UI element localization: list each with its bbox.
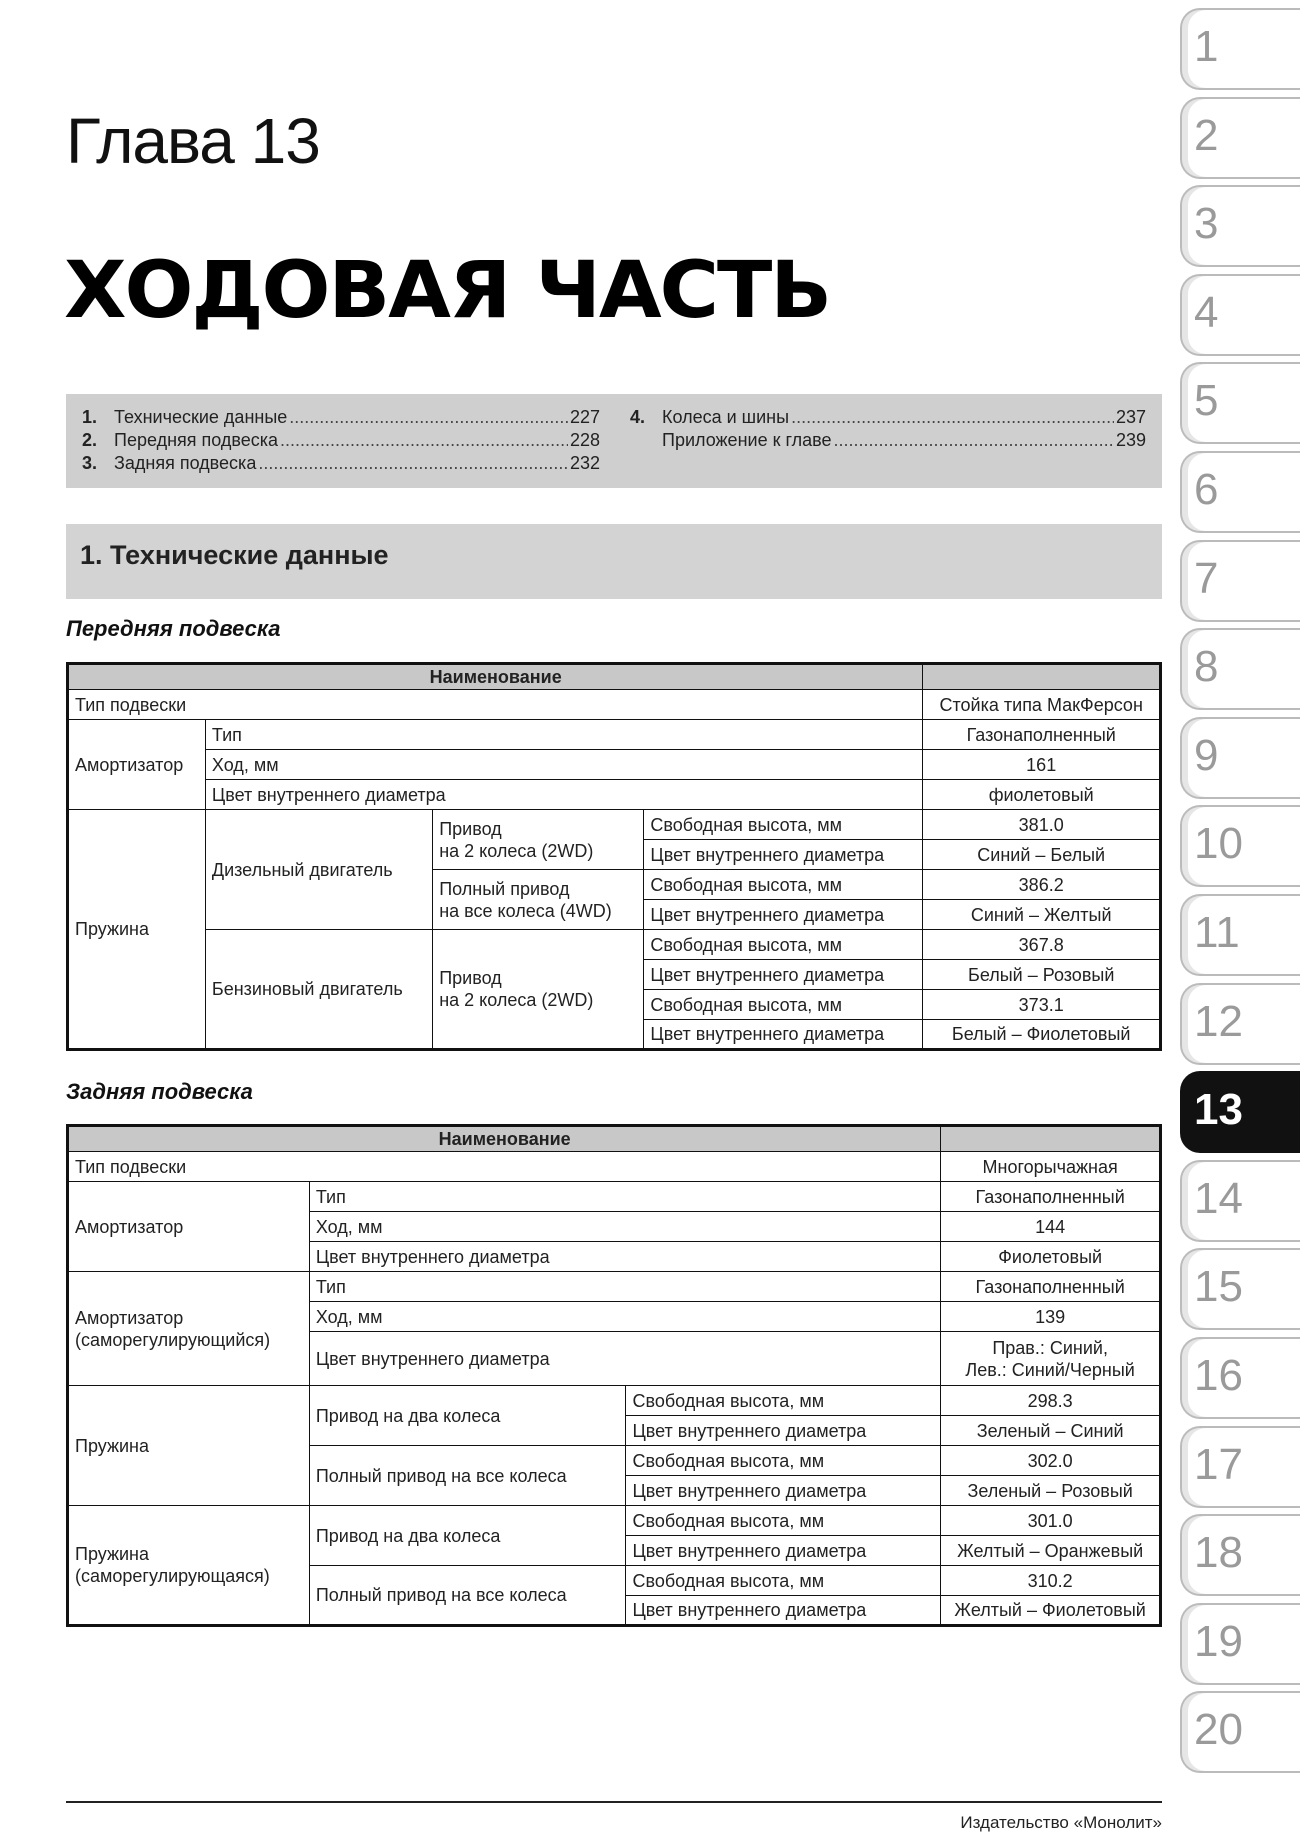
row-label: Цвет внутреннего диаметра (205, 780, 923, 810)
table-row (68, 1182, 1161, 1212)
chapter-tab-7[interactable] (1180, 540, 1300, 622)
toc-item-title: Технические данные (114, 407, 288, 427)
drive-label: Привод на два колеса (309, 1506, 626, 1566)
rear-suspension-heading: Задняя подвеска (66, 1079, 253, 1104)
chapter-tab-5[interactable] (1180, 362, 1300, 444)
row-value: Газонаполненный (923, 720, 1161, 750)
table-header-row (68, 1126, 1161, 1152)
chapter-tab-label: 1 (1194, 22, 1219, 71)
table-row (68, 750, 1161, 780)
chapter-tab-18[interactable] (1180, 1514, 1300, 1596)
chapter-tab-label: 13 (1194, 1085, 1243, 1135)
column-header-value (941, 1126, 1161, 1152)
chapter-tab-label: 3 (1194, 199, 1219, 249)
toc-column-left (82, 406, 600, 475)
chapter-tab-label: 18 (1194, 1528, 1243, 1578)
row-label: Цвет внутреннего диаметра (626, 1536, 941, 1566)
section-title: 1. Технические данные (80, 540, 389, 570)
row-value: Зеленый – Розовый (941, 1476, 1161, 1506)
drive-label: Полный привод на все колеса (309, 1446, 626, 1506)
toc-item-number: 2. (82, 430, 98, 450)
chapter-tab-label: 9 (1194, 730, 1219, 780)
row-value: Желтый – Оранжевый (941, 1536, 1161, 1566)
chapter-tab-label: 7 (1194, 553, 1219, 603)
chapter-tab-4[interactable] (1180, 274, 1300, 356)
chapter-tab-label: 6 (1194, 465, 1219, 514)
row-value: 367.8 (923, 930, 1161, 960)
toc-item-number: 4. (630, 407, 646, 427)
engine-label: Бензиновый двигатель (205, 930, 432, 1050)
chapter-tab-label: 2 (1194, 110, 1219, 160)
chapter-tab-8[interactable] (1180, 628, 1300, 710)
table-row (68, 1506, 1161, 1536)
footer-divider (66, 1801, 1162, 1803)
toc-item-page: 239 (1115, 430, 1146, 450)
chapter-tab-label: 17 (1194, 1439, 1243, 1489)
chapter-tab-1[interactable] (1180, 8, 1300, 90)
toc-item-page: 237 (1115, 407, 1146, 427)
group-label: Амортизатор (68, 1182, 310, 1272)
chapter-tab-12[interactable] (1180, 983, 1300, 1065)
row-label: Ход, мм (205, 750, 923, 780)
row-value: Многорычажная (941, 1152, 1161, 1182)
toc-item[interactable] (630, 429, 1146, 452)
toc-item-page: 228 (569, 430, 600, 450)
row-label: Цвет внутреннего диаметра (626, 1416, 941, 1446)
row-value: Синий – Белый (923, 840, 1161, 870)
chapter-tab-label: 8 (1194, 642, 1219, 692)
row-value: 386.2 (923, 870, 1161, 900)
drive-label: Привод на два колеса (309, 1386, 626, 1446)
group-label: Пружина (саморегулирующаяся) (68, 1506, 310, 1626)
chapter-tab-label: 14 (1194, 1173, 1243, 1223)
row-value: фиолетовый (923, 780, 1161, 810)
row-label: Цвет внутреннего диаметра (644, 960, 923, 990)
row-label: Цвет внутреннего диаметра (309, 1332, 941, 1386)
row-value: Фиолетовый (941, 1242, 1161, 1272)
column-header-name: Наименование (68, 664, 923, 690)
row-value: 310.2 (941, 1566, 1161, 1596)
chapter-tab-14[interactable] (1180, 1160, 1300, 1242)
row-value: Прав.: Синий, Лев.: Синий/Черный (941, 1332, 1161, 1386)
table-row (68, 810, 1161, 840)
row-value: Белый – Фиолетовый (923, 1020, 1161, 1050)
row-label: Тип (309, 1272, 941, 1302)
front-suspension-heading: Передняя подвеска (66, 616, 281, 641)
table-of-contents (66, 394, 1162, 488)
row-label: Свободная высота, мм (626, 1566, 941, 1596)
toc-item-number: 3. (82, 453, 98, 473)
row-label: Цвет внутреннего диаметра (626, 1476, 941, 1506)
row-label: Свободная высота, мм (644, 930, 923, 960)
toc-leader (791, 406, 1114, 429)
row-value: Газонаполненный (941, 1272, 1161, 1302)
table-row (68, 780, 1161, 810)
table-row (68, 1152, 1161, 1182)
row-value: 301.0 (941, 1506, 1161, 1536)
row-value: Стойка типа МакФерсон (923, 690, 1161, 720)
front-suspension-table (66, 662, 1162, 1051)
chapter-label: Глава 13 (66, 105, 320, 177)
row-label: Тип (309, 1182, 941, 1212)
column-header-value (923, 664, 1161, 690)
table-row (68, 720, 1161, 750)
row-label: Свободная высота, мм (626, 1386, 941, 1416)
row-label: Свободная высота, мм (644, 990, 923, 1020)
toc-item[interactable] (82, 452, 600, 475)
chapter-tab-20[interactable] (1180, 1691, 1300, 1773)
toc-item[interactable] (82, 406, 600, 429)
table-row (68, 930, 1161, 960)
chapter-tab-9[interactable] (1180, 717, 1300, 799)
chapter-tab-10[interactable] (1180, 805, 1300, 887)
row-value: Желтый – Фиолетовый (941, 1596, 1161, 1626)
chapter-tab-3[interactable] (1180, 185, 1300, 267)
drive-label: Полный привод на все колеса (4WD) (433, 870, 644, 930)
row-label: Цвет внутреннего диаметра (644, 1020, 923, 1050)
drive-label: Привод на 2 колеса (2WD) (433, 930, 644, 1050)
group-label: Амортизатор (саморегулирующийся) (68, 1272, 310, 1386)
row-label: Цвет внутреннего диаметра (309, 1242, 941, 1272)
chapter-tab-label: 15 (1194, 1262, 1243, 1312)
row-value: 298.3 (941, 1386, 1161, 1416)
row-value: 381.0 (923, 810, 1161, 840)
toc-item-page: 232 (569, 453, 600, 473)
row-label: Свободная высота, мм (626, 1446, 941, 1476)
toc-leader (834, 429, 1114, 452)
toc-item-title: Приложение к главе (662, 430, 832, 450)
row-label: Цвет внутреннего диаметра (626, 1596, 941, 1626)
drive-label: Полный привод на все колеса (309, 1566, 626, 1626)
toc-leader (289, 406, 568, 429)
group-label: Амортизатор (68, 720, 206, 810)
chapter-tab-6[interactable] (1180, 451, 1300, 533)
row-value: 139 (941, 1302, 1161, 1332)
chapter-tab-label: 19 (1194, 1616, 1243, 1666)
chapter-tab-label: 4 (1194, 287, 1219, 337)
row-label: Цвет внутреннего диаметра (644, 840, 923, 870)
chapter-title: ХОДОВАЯ ЧАСТЬ (64, 246, 831, 336)
row-label: Свободная высота, мм (626, 1506, 941, 1536)
chapter-tab-label: 16 (1194, 1351, 1243, 1400)
table-row (68, 1272, 1161, 1302)
publisher-footer: Издательство «Монолит» (960, 1813, 1162, 1832)
toc-leader (280, 429, 568, 452)
chapter-tab-label: 20 (1194, 1705, 1243, 1755)
engine-label: Дизельный двигатель (205, 810, 432, 930)
row-label: Свободная высота, мм (644, 870, 923, 900)
row-label: Ход, мм (309, 1302, 941, 1332)
table-header-row (68, 664, 1161, 690)
drive-label: Привод на 2 колеса (2WD) (433, 810, 644, 870)
toc-item-number: 1. (82, 407, 98, 427)
rear-suspension-table (66, 1124, 1162, 1627)
chapter-tab-2[interactable] (1180, 97, 1300, 179)
chapter-tab-label: 11 (1194, 908, 1240, 957)
table-row (68, 690, 1161, 720)
row-value: Зеленый – Синий (941, 1416, 1161, 1446)
chapter-tab-13[interactable] (1180, 1071, 1300, 1153)
row-label: Цвет внутреннего диаметра (644, 900, 923, 930)
chapter-tab-label: 5 (1194, 376, 1219, 426)
chapter-tab-15[interactable] (1180, 1248, 1300, 1330)
row-label: Ход, мм (309, 1212, 941, 1242)
chapter-tab-label: 12 (1194, 996, 1243, 1046)
toc-column-right (630, 406, 1146, 452)
row-value: 144 (941, 1212, 1161, 1242)
row-label: Тип подвески (68, 1152, 941, 1182)
row-value: Синий – Желтый (923, 900, 1161, 930)
row-label: Свободная высота, мм (644, 810, 923, 840)
toc-item[interactable] (82, 429, 600, 452)
group-label: Пружина (68, 810, 206, 1050)
chapter-tabs (1180, 0, 1300, 1839)
row-value: 373.1 (923, 990, 1161, 1020)
group-label: Пружина (68, 1386, 310, 1506)
row-value: Белый – Розовый (923, 960, 1161, 990)
column-header-name: Наименование (68, 1126, 941, 1152)
row-label: Тип (205, 720, 923, 750)
row-label: Тип подвески (68, 690, 923, 720)
section-header (66, 524, 1162, 602)
toc-item-title: Передняя подвеска (114, 430, 279, 450)
row-value: 302.0 (941, 1446, 1161, 1476)
chapter-tab-11[interactable] (1180, 894, 1300, 976)
row-value: 161 (923, 750, 1161, 780)
toc-leader (258, 452, 568, 475)
chapter-tab-17[interactable] (1180, 1426, 1300, 1508)
toc-item-title: Колеса и шины (662, 407, 790, 427)
table-row (68, 1386, 1161, 1416)
toc-item-title: Задняя подвеска (114, 453, 257, 473)
chapter-tab-16[interactable] (1180, 1337, 1300, 1419)
toc-item-page: 227 (569, 407, 600, 427)
chapter-tab-19[interactable] (1180, 1603, 1300, 1685)
chapter-tab-label: 10 (1194, 819, 1243, 869)
toc-item[interactable] (630, 406, 1146, 429)
row-value: Газонаполненный (941, 1182, 1161, 1212)
